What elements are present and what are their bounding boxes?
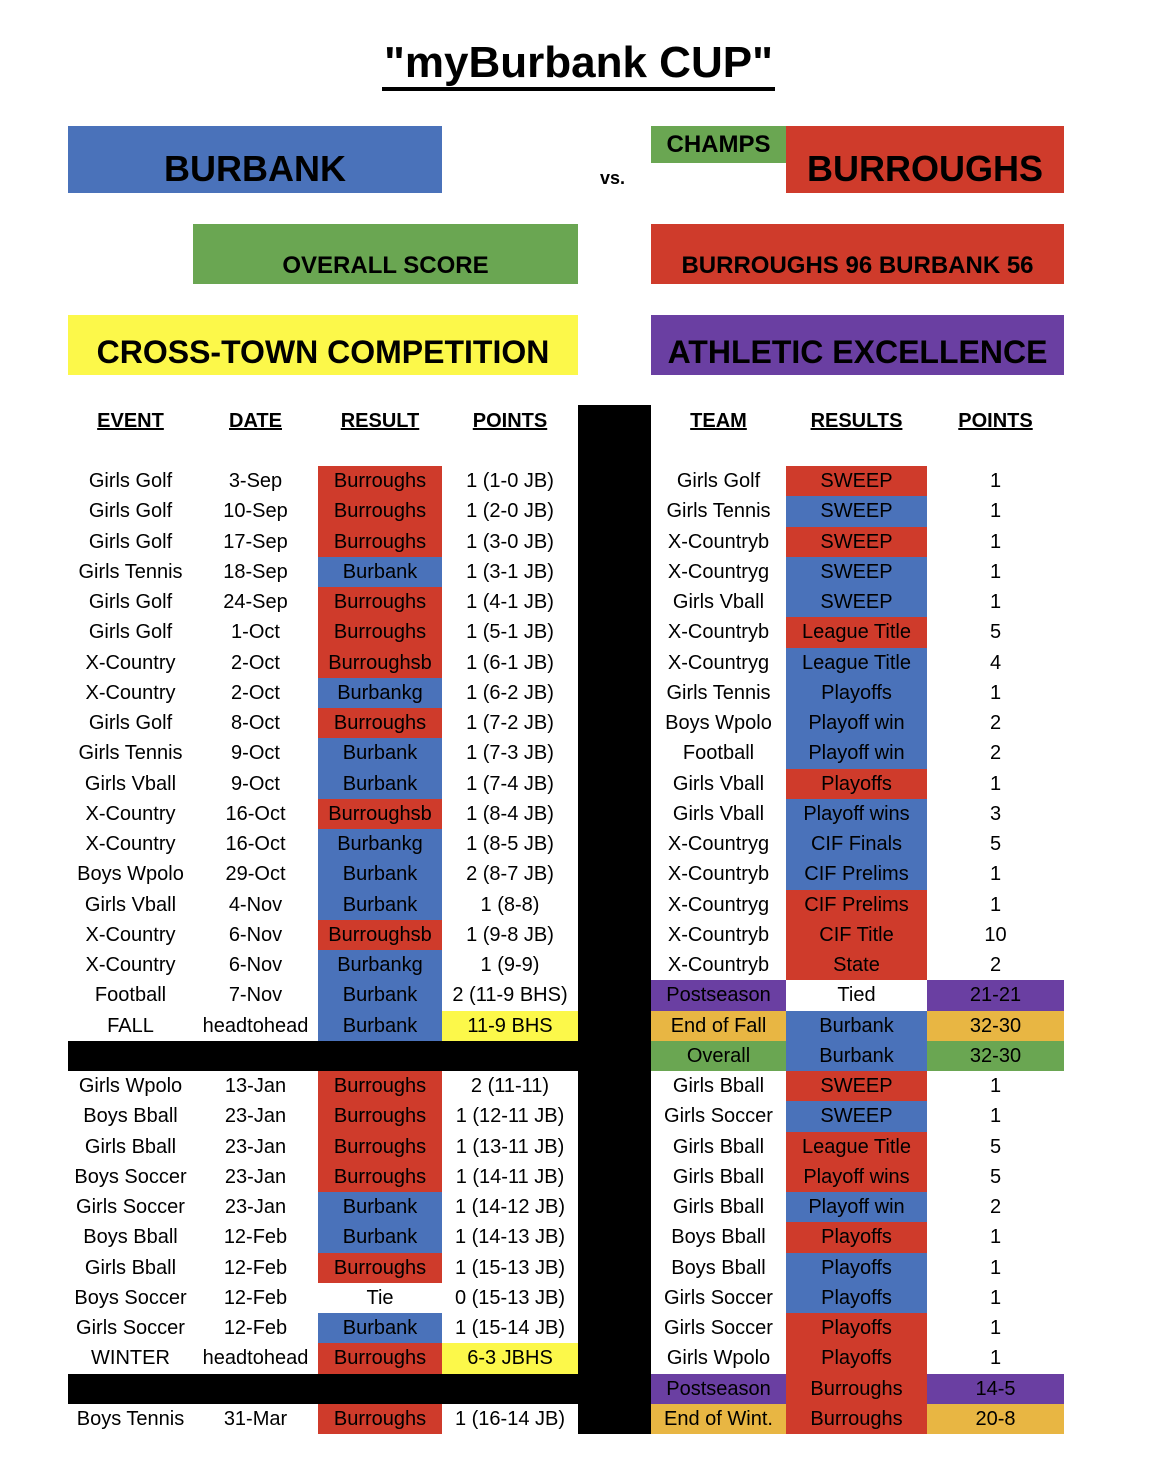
team-cell: Girls Bball [672,1075,765,1097]
points-cell: 4 [989,652,1002,674]
date-cell: 23-Jan [224,1196,287,1218]
points-cell: 1 [989,1287,1002,1309]
team-cell: Girls Soccer [664,1317,773,1339]
team-cell: Girls Bball [672,1136,765,1158]
event-cell: Girls Golf [88,500,173,522]
points-cell: 2 (11-11) [470,1075,550,1097]
date-cell: 12-Feb [223,1287,288,1309]
points-cell: 1 [989,470,1002,492]
overall-score-label: OVERALL SCORE [282,252,489,279]
overall-score-label-box [193,224,578,284]
points-cell: 1 (7-4 JB) [466,773,554,795]
date-cell: 23-Jan [224,1166,287,1188]
event-cell: Boys Bball [83,1105,178,1127]
results-cell: SWEEP [786,587,927,617]
date-cell: 29-Oct [225,863,286,885]
results-cell: League Title [786,617,927,648]
date-cell: 24-Sep [223,591,288,613]
team-cell: Girls Vball [672,591,765,613]
event-cell: Girls Wpolo [78,1075,183,1097]
right-column-header: RESULTS [810,410,903,432]
event-cell: Girls Soccer [76,1196,185,1218]
result-cell: Tie [366,1287,394,1309]
team-cell: Girls Soccer [664,1105,773,1127]
event-cell: Boys Wpolo [77,863,184,885]
points-cell: 1 (4-1 JB) [466,591,554,613]
crosstown-banner [68,315,578,375]
points-cell: 1 [989,1257,1002,1279]
result-cell: Burbank [318,769,442,799]
result-cell: Burbank [318,1192,442,1222]
points-cell: 6-3 JBHS [442,1343,578,1374]
results-cell: CIF Prelims [786,890,927,920]
date-cell: 8-Oct [231,712,280,734]
athletic-banner [651,315,1064,375]
results-cell: SWEEP [786,1101,927,1132]
date-cell: 2-Oct [231,682,280,704]
team-cell: Girls Wpolo [666,1347,771,1369]
result-cell: Burroughs [318,1343,442,1374]
team-cell: Football [682,742,755,764]
date-cell: 9-Oct [231,773,280,795]
overall-score-value-box [651,224,1064,284]
event-cell: X-Country [85,954,176,976]
team-cell: X-Countryg [667,833,770,855]
points-cell: 1 (3-0 JB) [466,531,554,553]
points-cell: 1 (14-12 JB) [454,1196,566,1218]
event-cell: Girls Golf [88,712,173,734]
date-cell: 12-Feb [223,1226,288,1248]
left-column-header: EVENT [97,410,164,432]
team-cell: Girls Tennis [666,682,771,704]
team-cell: Girls Golf [676,470,761,492]
event-cell: Girls Golf [88,531,173,553]
event-cell: Girls Golf [88,470,173,492]
result-cell: Burbank [318,980,442,1011]
athletic-label: ATHLETIC EXCELLENCE [667,333,1048,370]
right-column-header: POINTS [958,410,1033,432]
result-cell: Burroughs [318,1132,442,1162]
date-cell: 4-Nov [228,894,283,916]
result-cell: Burroughsb [318,799,442,829]
result-cell: Burroughs [318,1404,442,1434]
results-cell: Playoff win [786,738,927,769]
burroughs-label: BURROUGHS [806,147,1043,189]
team-cell: Girls Vball [672,773,765,795]
result-cell: Burroughsb [318,920,442,950]
burbank-label: BURBANK [164,147,346,189]
points-cell: 1 (8-8) [480,894,540,916]
points-cell: 2 (8-7 JB) [466,863,554,885]
team-cell: X-Countryg [667,561,770,583]
event-cell: X-Country [85,833,176,855]
date-cell: 23-Jan [224,1105,287,1127]
team-cell: X-Countryg [667,894,770,916]
event-cell: Girls Tennis [78,561,183,583]
results-cell: Burbank [786,1041,927,1071]
event-cell: Girls Golf [88,591,173,613]
results-cell: SWEEP [786,466,927,496]
overall-score-value: BURROUGHS 96 BURBANK 56 [681,252,1034,279]
result-cell: Burroughs [318,587,442,617]
team-cell: X-Countryb [667,621,770,643]
results-cell: Playoffs [786,1253,927,1283]
date-cell: 9-Oct [231,742,280,764]
burroughs-banner [786,126,1064,193]
results-cell: Burroughs [786,1374,927,1404]
date-cell: headtohead [202,1347,309,1369]
points-cell: 1 (3-1 JB) [466,561,554,583]
points-cell: 2 [989,742,1002,764]
date-cell: 12-Feb [223,1257,288,1279]
results-cell: SWEEP [786,557,927,587]
event-cell: Boys Tennis [76,1408,185,1430]
results-cell: Playoff wins [786,1162,927,1192]
points-cell: 1 (8-5 JB) [466,833,554,855]
results-cell: Playoff wins [786,799,927,829]
team-cell: Boys Bball [671,1257,766,1279]
points-cell: 1 [989,591,1002,613]
results-cell: SWEEP [786,496,927,527]
event-cell: Girls Soccer [76,1317,185,1339]
team-cell: Girls Tennis [666,500,771,522]
date-cell: 16-Oct [225,803,286,825]
results-cell: League Title [786,648,927,678]
separator-bar [68,1041,578,1071]
points-cell: 11-9 BHS [442,1011,578,1041]
results-cell: League Title [786,1132,927,1162]
date-cell: 23-Jan [224,1136,287,1158]
results-cell: Playoffs [786,1222,927,1253]
results-cell: Playoffs [786,1283,927,1313]
points-cell: 1 [989,500,1002,522]
team-cell: Postseason [651,980,786,1011]
points-cell: 1 [989,1347,1002,1369]
points-cell: 1 (13-11 JB) [455,1136,565,1158]
results-cell: Burroughs [786,1404,927,1434]
date-cell: 10-Sep [223,500,288,522]
date-cell: 16-Oct [225,833,286,855]
result-cell: Burbank [318,859,442,890]
points-cell: 1 (6-2 JB) [466,682,554,704]
points-cell: 0 (15-13 JB) [454,1287,566,1309]
result-cell: Burbank [318,738,442,769]
event-cell: Girls Bball [84,1136,177,1158]
date-cell: 1-Oct [231,621,280,643]
points-cell: 5 [989,621,1002,643]
team-cell: End of Fall [651,1011,786,1041]
left-column-header: DATE [229,410,282,432]
result-cell: Burroughs [318,1162,442,1192]
points-cell: 1 (14-11 JB) [455,1166,565,1188]
points-cell: 1 (6-1 JB) [466,652,554,674]
team-cell: End of Wint. [651,1404,786,1434]
points-cell: 1 [989,894,1002,916]
points-cell: 5 [989,1136,1002,1158]
event-cell: X-Country [85,924,176,946]
result-cell: Burbankg [318,950,442,980]
points-cell: 1 [989,1075,1002,1097]
date-cell: 6-Nov [228,924,283,946]
team-cell: X-Countryb [667,924,770,946]
event-cell: Girls Bball [84,1257,177,1279]
results-cell: Playoffs [786,769,927,799]
points-cell: 1 [989,1105,1002,1127]
points-cell: 2 (11-9 BHS) [452,984,568,1006]
result-cell: Burroughs [318,617,442,648]
results-cell: SWEEP [786,527,927,557]
result-cell: Burroughs [318,466,442,496]
points-cell: 5 [989,833,1002,855]
result-cell: Burroughs [318,1253,442,1283]
date-cell: 17-Sep [223,531,288,553]
results-cell: CIF Finals [786,829,927,859]
champs-label: CHAMPS [666,130,771,158]
points-cell: 1 (14-13 JB) [454,1226,566,1248]
event-cell: FALL [107,1015,154,1037]
results-cell: Playoff win [786,1192,927,1222]
result-cell: Burbankg [318,829,442,859]
center-divider [578,405,651,1434]
date-cell: 2-Oct [231,652,280,674]
team-cell: Boys Bball [671,1226,766,1248]
points-cell: 21-21 [927,980,1064,1011]
page-title [0,38,1157,88]
result-cell: Burbank [318,557,442,587]
points-cell: 1 (16-14 JB) [454,1408,566,1430]
date-cell: 18-Sep [223,561,288,583]
team-cell: X-Countryb [667,531,770,553]
points-cell: 1 [989,1317,1002,1339]
event-cell: Girls Golf [88,621,173,643]
points-cell: 10 [984,924,1007,946]
points-cell: 20-8 [927,1404,1064,1434]
date-cell: 12-Feb [223,1317,288,1339]
points-cell: 5 [989,1166,1002,1188]
points-cell: 14-5 [927,1374,1064,1404]
event-cell: X-Country [85,682,176,704]
results-cell: SWEEP [786,1071,927,1101]
result-cell: Burroughsb [318,648,442,678]
burbank-banner [68,126,442,193]
points-cell: 1 (15-13 JB) [454,1257,566,1279]
vs-label: vs. [600,168,626,188]
event-cell: X-Country [85,803,176,825]
team-cell: Girls Bball [672,1166,765,1188]
right-column-header: TEAM [690,410,747,432]
crosstown-label: CROSS-TOWN COMPETITION [96,333,550,370]
points-cell: 1 (9-9) [480,954,540,976]
points-cell: 2 [989,1196,1002,1218]
points-cell: 32-30 [927,1041,1064,1071]
results-cell: Playoffs [786,1313,927,1343]
date-cell: 13-Jan [224,1075,287,1097]
left-column-header: POINTS [472,410,548,432]
team-cell: Boys Wpolo [665,712,772,734]
team-cell: Girls Vball [672,803,765,825]
points-cell: 1 (5-1 JB) [466,621,554,643]
event-cell: Girls Vball [84,773,177,795]
date-cell: 7-Nov [228,984,283,1006]
result-cell: Burbank [318,1313,442,1343]
points-cell: 1 (9-8 JB) [466,924,554,946]
results-cell: Playoffs [786,1343,927,1374]
result-cell: Burroughs [318,1071,442,1101]
date-cell: 6-Nov [228,954,283,976]
points-cell: 3 [989,803,1002,825]
points-cell: 1 (1-0 JB) [466,470,554,492]
event-cell: Boys Soccer [74,1166,187,1188]
result-cell: Burbank [318,890,442,920]
result-cell: Burbank [318,1222,442,1253]
points-cell: 1 [989,531,1002,553]
page-title-text: "myBurbank CUP" [382,38,775,91]
date-cell: headtohead [202,1015,309,1037]
points-cell: 1 (7-3 JB) [466,742,554,764]
event-cell: Girls Vball [84,894,177,916]
results-cell: CIF Title [786,920,927,950]
team-cell: Postseason [651,1374,786,1404]
results-cell: Tied [837,984,876,1006]
team-cell: Girls Soccer [664,1287,773,1309]
team-cell: Overall [651,1041,786,1071]
result-cell: Burroughs [318,1101,442,1132]
results-cell: Burbank [786,1011,927,1041]
date-cell: 3-Sep [228,470,283,492]
points-cell: 1 [989,561,1002,583]
team-cell: Girls Bball [672,1196,765,1218]
separator-bar [68,1374,578,1404]
points-cell: 1 [989,1226,1002,1248]
result-cell: Burroughs [318,708,442,738]
points-cell: 1 (15-14 JB) [454,1317,566,1339]
date-cell: 31-Mar [223,1408,288,1430]
results-cell: Playoff win [786,708,927,738]
points-cell: 1 [989,773,1002,795]
result-cell: Burbank [318,1011,442,1041]
result-cell: Burroughs [318,496,442,527]
points-cell: 2 [989,954,1002,976]
points-cell: 1 (12-11 JB) [455,1105,565,1127]
result-cell: Burbankg [318,678,442,708]
result-cell: Burroughs [318,527,442,557]
event-cell: Girls Tennis [78,742,183,764]
points-cell: 1 [989,863,1002,885]
points-cell: 2 [989,712,1002,734]
points-cell: 1 (7-2 JB) [466,712,554,734]
champs-badge [651,126,786,163]
team-cell: X-Countryg [667,652,770,674]
left-column-header: RESULT [340,410,420,432]
event-cell: Football [94,984,167,1006]
event-cell: Boys Soccer [74,1287,187,1309]
points-cell: 1 (2-0 JB) [466,500,554,522]
results-cell: State [786,950,927,980]
team-cell: X-Countryb [667,863,770,885]
event-cell: X-Country [85,652,176,674]
event-cell: WINTER [91,1347,170,1369]
event-cell: Boys Bball [83,1226,178,1248]
results-cell: Playoffs [786,678,927,708]
team-cell: X-Countryb [667,954,770,976]
points-cell: 1 [989,682,1002,704]
points-cell: 1 (8-4 JB) [466,803,554,825]
results-cell: CIF Prelims [786,859,927,890]
points-cell: 32-30 [927,1011,1064,1041]
